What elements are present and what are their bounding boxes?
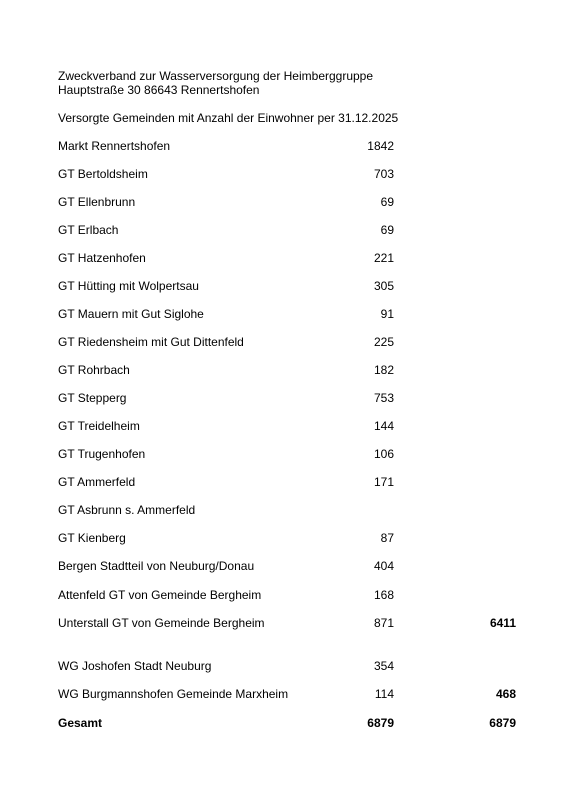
municipality-name: GT Stepperg — [58, 391, 127, 405]
organization-name: Zweckverband zur Wasserversorgung der Heimberggruppe — [58, 69, 374, 83]
municipality-name: GT Ellenbrunn — [58, 195, 136, 209]
table-row — [58, 530, 518, 546]
group-subtotal: 468 — [495, 687, 516, 701]
table-caption: Versorgte Gemeinden mit Anzahl der Einwohner per 31.12.2025 — [58, 111, 399, 125]
municipality-name: GT Hütting mit Wolpertsau — [58, 279, 199, 293]
population-value: 221 — [373, 251, 394, 265]
municipality-name: GT Ammerfeld — [58, 475, 136, 489]
table-row — [58, 166, 518, 182]
table-row — [58, 390, 518, 406]
population-value: 703 — [373, 167, 394, 181]
population-value: 91 — [380, 307, 394, 321]
municipality-name: GT Kienberg — [58, 531, 126, 545]
table-row — [58, 278, 518, 294]
municipality-name: WG Joshofen Stadt Neuburg — [58, 659, 212, 673]
population-value: 114 — [374, 687, 394, 701]
municipality-name: GT Rohrbach — [58, 363, 130, 377]
table-row — [58, 138, 518, 154]
population-value: 404 — [373, 559, 394, 573]
population-value: 305 — [373, 279, 394, 293]
population-value: 354 — [373, 659, 394, 673]
total-row — [58, 715, 518, 731]
table-row — [58, 474, 518, 490]
total-subtotal: 6879 — [489, 716, 516, 730]
table-row — [58, 587, 518, 603]
municipality-name: GT Hatzenhofen — [58, 251, 146, 265]
municipality-name: Unterstall GT von Gemeinde Bergheim — [58, 616, 265, 630]
population-value: 69 — [380, 195, 394, 209]
table-row — [58, 558, 518, 574]
table-row — [58, 222, 518, 238]
table-row — [58, 658, 518, 674]
municipality-name: Markt Rennertshofen — [58, 139, 171, 153]
population-value: 69 — [380, 223, 394, 237]
municipality-name: Bergen Stadtteil von Neuburg/Donau — [58, 559, 255, 573]
table-row — [58, 250, 518, 266]
table-row — [58, 446, 518, 462]
table-row — [58, 686, 518, 702]
population-value: 1842 — [367, 139, 394, 153]
group-subtotal: 6411 — [489, 616, 516, 630]
total-label: Gesamt — [58, 716, 103, 730]
total-value: 6879 — [367, 716, 394, 730]
table-row — [58, 194, 518, 210]
table-row — [58, 615, 518, 631]
table-row — [58, 334, 518, 350]
population-value: 753 — [373, 391, 394, 405]
population-value: 106 — [373, 447, 394, 461]
population-value: 225 — [373, 335, 394, 349]
municipality-name: GT Asbrunn s. Ammerfeld — [58, 503, 196, 517]
municipality-name: GT Treidelheim — [58, 419, 140, 433]
municipality-name: GT Bertoldsheim — [58, 167, 148, 181]
municipality-name: GT Erlbach — [58, 223, 119, 237]
organization-address: Hauptstraße 30 86643 Rennertshofen — [58, 83, 260, 97]
table-row — [58, 362, 518, 378]
population-value: 144 — [373, 419, 394, 433]
population-value: 87 — [380, 531, 394, 545]
municipality-name: GT Mauern mit Gut Siglohe — [58, 307, 204, 321]
table-row — [58, 502, 518, 518]
population-value: 171 — [373, 475, 394, 489]
population-value: 871 — [373, 616, 394, 630]
population-value: 182 — [373, 363, 394, 377]
table-row — [58, 418, 518, 434]
municipality-name: GT Riedensheim mit Gut Dittenfeld — [58, 335, 244, 349]
municipality-name: WG Burgmannshofen Gemeinde Marxheim — [58, 687, 289, 701]
table-row — [58, 306, 518, 322]
population-value: 168 — [373, 588, 394, 602]
municipality-name: Attenfeld GT von Gemeinde Bergheim — [58, 588, 262, 602]
municipality-name: GT Trugenhofen — [58, 447, 146, 461]
